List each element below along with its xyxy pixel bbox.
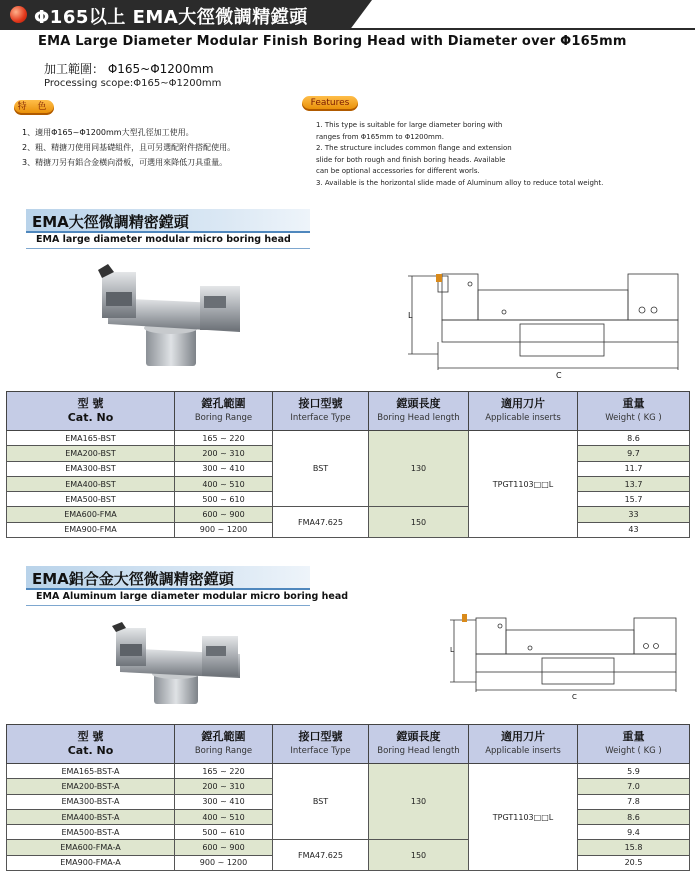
header-weight: 重量 Weight ( KG ) xyxy=(578,392,690,431)
dim-l-label: L xyxy=(450,646,454,654)
features-badge-en: Features xyxy=(302,96,358,111)
boring-range: 400 ~ 510 xyxy=(175,809,273,824)
head-length: 150 xyxy=(369,507,469,538)
cat-no: EMA900-FMA-A xyxy=(7,855,175,870)
feature-cn-item: 1、適用Φ165~Φ1200mm大型孔徑加工使用。 xyxy=(22,128,194,137)
spec-table-1 xyxy=(6,391,690,538)
boring-range: 500 ~ 610 xyxy=(175,492,273,507)
header-cat: 型 號 Cat. No xyxy=(7,725,175,764)
weight: 7.8 xyxy=(578,794,690,809)
feature-en-line: can be optional accessories for different worls. xyxy=(316,167,480,175)
features-badge-cn: 特 色 xyxy=(14,100,54,115)
table-row xyxy=(7,507,690,522)
table-header-row xyxy=(7,725,690,764)
dimension-drawing-1 xyxy=(402,268,684,380)
header-interface: 接口型號 Interface Type xyxy=(273,392,369,431)
feature-en-line: 3. Available is the horizontal slide made of Aluminum alloy to reduce total weight. xyxy=(316,178,604,187)
header-length: 鏜頭長度 Boring Head length xyxy=(369,392,469,431)
weight: 8.6 xyxy=(578,809,690,824)
product-photo-1 xyxy=(88,262,258,372)
header-length: 鏜頭長度 Boring Head length xyxy=(369,725,469,764)
table-header-row xyxy=(7,392,690,431)
boring-range: 900 ~ 1200 xyxy=(175,522,273,537)
interface-type: BST xyxy=(273,764,369,840)
boring-range: 900 ~ 1200 xyxy=(175,855,273,870)
feature-en-line: 2. The structure includes common flange and extension xyxy=(316,144,512,152)
table-row xyxy=(7,431,690,446)
weight: 5.9 xyxy=(578,764,690,779)
section-2-underline xyxy=(26,605,310,606)
section-1-title: EMA大徑微調精密鏜頭 xyxy=(32,213,189,231)
boring-range: 300 ~ 410 xyxy=(175,461,273,476)
section-2-title: EMA鋁合金大徑微調精密鏜頭 xyxy=(32,570,234,588)
weight: 43 xyxy=(578,522,690,537)
cat-no: EMA500-BST-A xyxy=(7,825,175,840)
dimension-drawing-2 xyxy=(444,608,684,700)
boring-range: 600 ~ 900 xyxy=(175,840,273,855)
spec-table-2 xyxy=(6,724,690,871)
dim-l-label: L xyxy=(408,311,413,320)
boring-range: 500 ~ 610 xyxy=(175,825,273,840)
boring-range: 165 ~ 220 xyxy=(175,431,273,446)
cat-no: EMA600-FMA-A xyxy=(7,840,175,855)
table-row xyxy=(7,840,690,855)
interface-type: FMA47.625 xyxy=(273,840,369,871)
table-row xyxy=(7,764,690,779)
processing-range-cn: 加工範圍： Φ165~Φ1200mm xyxy=(44,62,214,76)
cat-no: EMA600-FMA xyxy=(7,507,175,522)
header-range: 鏜孔範圍 Boring Range xyxy=(175,725,273,764)
cat-no: EMA300-BST-A xyxy=(7,794,175,809)
page-title: Φ165以上 EMA大徑微調精鏜頭 xyxy=(34,7,308,28)
insert-type: TPGT1103□□L xyxy=(469,431,578,538)
cat-no: EMA900-FMA xyxy=(7,522,175,537)
weight: 15.7 xyxy=(578,492,690,507)
product-photo-2 xyxy=(104,620,254,710)
interface-type: FMA47.625 xyxy=(273,507,369,538)
dim-c-label: C xyxy=(572,693,577,700)
cat-no: EMA400-BST xyxy=(7,476,175,491)
page-subtitle: EMA Large Diameter Modular Finish Boring Head with Diameter over Φ165mm xyxy=(38,34,627,49)
header-cat: 型 號 Cat. No xyxy=(7,392,175,431)
interface-type: BST xyxy=(273,431,369,507)
cat-no: EMA165-BST xyxy=(7,431,175,446)
boring-range: 200 ~ 310 xyxy=(175,779,273,794)
header-inserts: 適用刀片 Applicable inserts xyxy=(469,725,578,764)
head-length: 150 xyxy=(369,840,469,871)
head-length: 130 xyxy=(369,431,469,507)
cat-no: EMA300-BST xyxy=(7,461,175,476)
weight: 9.4 xyxy=(578,825,690,840)
insert-type: TPGT1103□□L xyxy=(469,764,578,871)
weight: 8.6 xyxy=(578,431,690,446)
section-1-subtitle: EMA large diameter modular micro boring head xyxy=(36,234,291,245)
boring-range: 165 ~ 220 xyxy=(175,764,273,779)
weight: 9.7 xyxy=(578,446,690,461)
head-length: 130 xyxy=(369,764,469,840)
boring-range: 200 ~ 310 xyxy=(175,446,273,461)
header-weight: 重量 Weight ( KG ) xyxy=(578,725,690,764)
weight: 15.8 xyxy=(578,840,690,855)
cat-no: EMA400-BST-A xyxy=(7,809,175,824)
dim-c-label: C xyxy=(556,371,562,380)
header-interface: 接口型號 Interface Type xyxy=(273,725,369,764)
feature-cn-item: 2、粗、精搪刀使用同基礎組件，且可另選配附件搭配使用。 xyxy=(22,143,236,152)
weight: 33 xyxy=(578,507,690,522)
cat-no: EMA500-BST xyxy=(7,492,175,507)
features-list-cn xyxy=(22,125,235,170)
weight: 11.7 xyxy=(578,461,690,476)
weight: 7.0 xyxy=(578,779,690,794)
section-1-underline xyxy=(26,248,310,249)
header-inserts: 適用刀片 Applicable inserts xyxy=(469,392,578,431)
boring-range: 300 ~ 410 xyxy=(175,794,273,809)
boring-range: 600 ~ 900 xyxy=(175,507,273,522)
weight: 13.7 xyxy=(578,476,690,491)
boring-range: 400 ~ 510 xyxy=(175,476,273,491)
processing-range-en: Processing scope:Φ165~Φ1200mm xyxy=(44,78,222,89)
bullet-dot-icon xyxy=(10,6,27,23)
cat-no: EMA200-BST xyxy=(7,446,175,461)
section-2-subtitle: EMA Aluminum large diameter modular micro boring head xyxy=(36,591,349,602)
weight: 20.5 xyxy=(578,855,690,870)
feature-en-line: ranges from Φ165mm to Φ1200mm. xyxy=(316,132,444,141)
feature-en-line: 1. This type is suitable for large diameter boring with xyxy=(316,121,503,129)
cat-no: EMA200-BST-A xyxy=(7,779,175,794)
feature-en-line: slide for both rough and finish boring heads. Available xyxy=(316,155,506,164)
header-range: 鏜孔範圍 Boring Range xyxy=(175,392,273,431)
feature-cn-item: 3、精搪刀另有鋁合金橫向滑板，可選用來降低刀具重量。 xyxy=(22,158,228,167)
features-list-en xyxy=(316,120,603,189)
cat-no: EMA165-BST-A xyxy=(7,764,175,779)
